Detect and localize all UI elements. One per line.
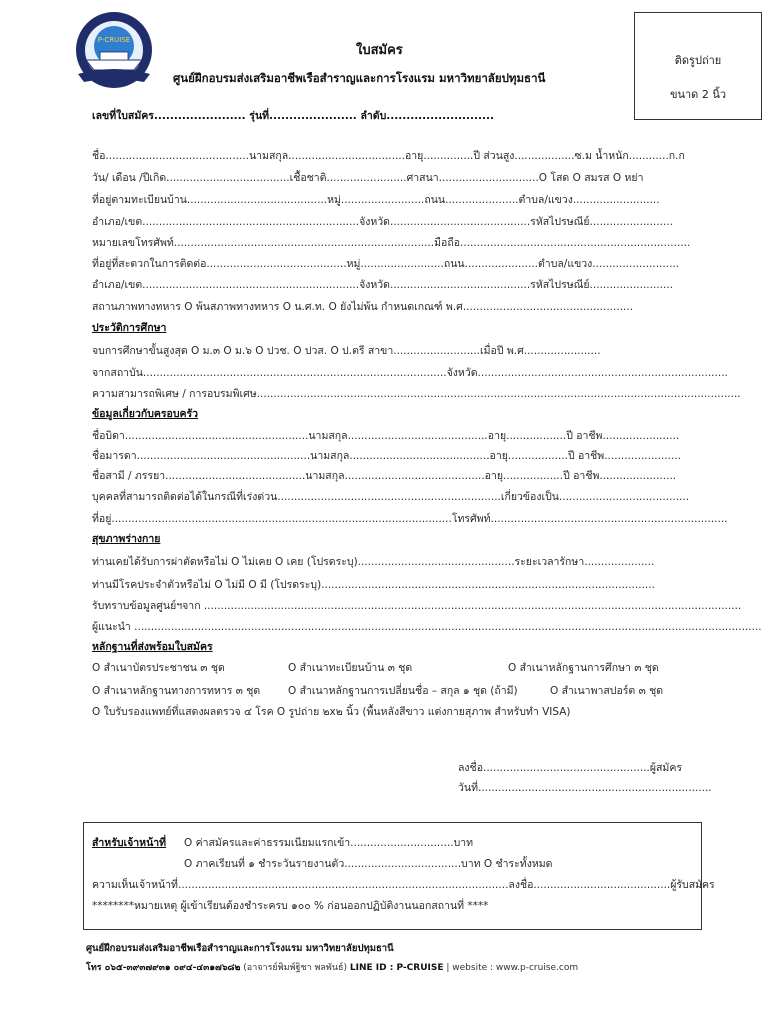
office-heading: สำหรับเจ้าหน้าที่ bbox=[92, 837, 167, 849]
photo-label: ติดรูปถ่าย bbox=[674, 54, 722, 67]
phone-line[interactable]: หมายเลขโทรศัพท์..............................................................................มือถือ..................................................................... bbox=[92, 237, 691, 249]
cruise-center-logo bbox=[64, 8, 164, 94]
footer-org-name: ศูนย์ฝึกอบรมส่งเสริมอาชีพเรือสำราญและการโรงแรม มหาวิทยาลัยปทุมธานี bbox=[86, 943, 394, 954]
application-meta-line[interactable]: เลขที่ใบสมัคร....................... รุ่นที่...................... ลำดับ........................... bbox=[92, 110, 494, 122]
form-subtitle: ศูนย์ฝึกอบรมส่งเสริมอาชีพเรือสำราญและการโรงแรม มหาวิทยาลัยปทุมธานี bbox=[173, 71, 546, 85]
doc-medical-photo[interactable]: O ใบรับรองแพทย์ที่แสดงผลตรวจ ๔ โรค O รูปถ่าย ๒x๒ นิ้ว (พื้นหลังสีขาว แต่งกายสุภาพ สำหรับทำ VISA) bbox=[92, 706, 571, 718]
father-line[interactable]: ชื่อบิดา.......................................................นามสกุล..........................................อายุ..................ปี อาชีพ....................... bbox=[92, 430, 680, 442]
referrer-line[interactable]: ผู้แนะนำ ............................................................................................................................................................................................ bbox=[92, 621, 762, 633]
photo-size-label: ขนาด 2 นิ้ว bbox=[669, 88, 727, 101]
term-payment-line[interactable]: O ภาคเรียนที่ ๑ ชำระวันรายงานตัว...................................บาท O ชำระทั้งหมด bbox=[184, 858, 553, 870]
logo-text: P-CRUISE bbox=[97, 36, 131, 44]
doc-military-record[interactable]: O สำเนาหลักฐานทางการทหาร ๓ ชุด bbox=[92, 685, 261, 697]
applicant-signature-line[interactable]: ลงชื่อ..................................................ผู้สมัคร bbox=[458, 762, 683, 774]
education-heading: ประวัติการศึกษา bbox=[92, 322, 167, 334]
education-institution-line[interactable]: จากสถาบัน...........................................................................................จังหวัด........................................................................... bbox=[92, 367, 728, 379]
contact-district-line[interactable]: อำเภอ/เขต.................................................................จังหวัด..........................................รหัสไปรษณีย์......................... bbox=[92, 279, 673, 291]
surgery-line[interactable]: ท่านเคยได้รับการผ่าตัดหรือไม่ O ไม่เคย O เคย (โปรดระบุ)...............................................ระยะเวลารักษา..................... bbox=[92, 556, 655, 568]
family-heading: ข้อมูลเกี่ยวกับครอบครัว bbox=[92, 408, 199, 420]
registered-address-line[interactable]: ที่อยู่ตามทะเบียนบ้าน..........................................หมู่.........................ถนน......................ตำบล/แขวง.......................... bbox=[92, 194, 660, 206]
footer-separator: | bbox=[446, 963, 450, 973]
footer-phone-prefix: โทร bbox=[86, 963, 105, 973]
disease-line[interactable]: ท่านมีโรคประจำตัวหรือไม่ O ไม่มี O มี (โปรดระบุ).................................................................................................... bbox=[92, 579, 655, 591]
payment-note: ********หมายเหตุ ผู้เข้าเรียนต้องชำระครบ ๑๐๐ % ก่อนออกปฏิบัติงานนอกสถานที่ **** bbox=[92, 900, 489, 912]
footer-line-id: LINE ID : P-CRUISE bbox=[349, 963, 444, 973]
doc-house-registration[interactable]: O สำเนาทะเบียนบ้าน ๓ ชุด bbox=[288, 662, 413, 674]
registered-district-line[interactable]: อำเภอ/เขต.................................................................จังหวัด..........................................รหัสไปรษณีย์......................... bbox=[92, 216, 673, 228]
office-use-box bbox=[83, 822, 715, 930]
footer-contact bbox=[86, 962, 578, 975]
military-status-line[interactable]: สถานภาพทางทหาร O พ้นสภาพทางทหาร O น.ศ.ท. O ยังไม่พ้น กำหนดเกณฑ์ พ.ศ................................................... bbox=[92, 301, 634, 313]
doc-passport[interactable]: O สำเนาพาสปอร์ต ๓ ชุด bbox=[550, 685, 664, 697]
photo-box bbox=[634, 12, 762, 120]
special-skills-line[interactable]: ความสามารถพิเศษ / การอบรมพิเศษ................................................................................................................................................. bbox=[92, 388, 741, 400]
doc-name-change[interactable]: O สำเนาหลักฐานการเปลี่ยนชื่อ – สกุล ๑ ชุด (ถ้ามี) bbox=[288, 685, 518, 697]
health-heading: สุขภาพร่างกาย bbox=[92, 533, 161, 545]
emergency-contact-line[interactable]: บุคคลที่สามารถติดต่อได้ในกรณีที่เร่งด่วน...................................................................เกี่ยวข้องเป็น....................................... bbox=[92, 491, 690, 503]
form-title: ใบสมัคร bbox=[356, 43, 403, 58]
doc-education-record[interactable]: O สำเนาหลักฐานการศึกษา ๓ ชุด bbox=[508, 662, 659, 674]
applicant-date-line[interactable]: วันที่...................................................................... bbox=[458, 782, 712, 794]
footer-website[interactable]: website : www.p-cruise.com bbox=[452, 963, 579, 973]
education-level-line[interactable]: จบการศึกษาขั้นสูงสุด O ม.๓ O ม.๖ O ปวช. O ปวส. O ป.ตรี สาขา..........................เมื่อปี พ.ศ....................... bbox=[92, 345, 601, 357]
footer-contact-person: (อาจารย์พิมพ์ฐิชา พลพันธ์) bbox=[243, 963, 348, 973]
mother-line[interactable]: ชื่อมารดา....................................................นามสกุล..........................................อายุ..................ปี อาชีพ....................... bbox=[92, 450, 681, 462]
footer-phones: ๐๖๕-๓๙๓๗๙๓๑ ๐๙๔-๔๓๑๗๖๘๒ bbox=[104, 963, 241, 973]
documents-heading: หลักฐานที่ส่งพร้อมใบสมัคร bbox=[92, 641, 213, 653]
spouse-line[interactable]: ชื่อสามี / ภรรยา..........................................นามสกุล..........................................อายุ..................ปี อาชีพ....................... bbox=[92, 470, 677, 482]
emergency-address-line[interactable]: ที่อยู่......................................................................................................โทรศัพท์....................................................................... bbox=[92, 513, 728, 525]
personal-birth-line[interactable]: วัน/ เดือน /ปีเกิด.....................................เชื้อชาติ........................ศาสนา..............................O โสด O สมรส O หย่า bbox=[92, 172, 644, 184]
fee-line[interactable]: O ค่าสมัครและค่าธรรมเนียมแรกเข้า...............................บาท bbox=[184, 837, 474, 849]
info-source-line[interactable]: รับทราบข้อมูลศูนย์ฯจาก ................................................................................................................................................................. bbox=[92, 600, 742, 612]
contact-address-line[interactable]: ที่อยู่ที่สะดวกในการติดต่อ..........................................หมู่.........................ถนน......................ตำบล/แขวง.......................... bbox=[92, 258, 680, 270]
personal-name-line[interactable]: ชื่อ...........................................นามสกุล...................................อายุ...............ปี ส่วนสูง..................ซ.ม น้ำหนัก............ก.ก bbox=[92, 150, 685, 162]
doc-id-card[interactable]: O สำเนาบัตรประชาชน ๓ ชุด bbox=[92, 662, 225, 674]
staff-opinion-line[interactable]: ความเห็นเจ้าหน้าที่...................................................................................................ลงชื่อ.........................................ผู้รับสมัคร bbox=[92, 879, 715, 891]
